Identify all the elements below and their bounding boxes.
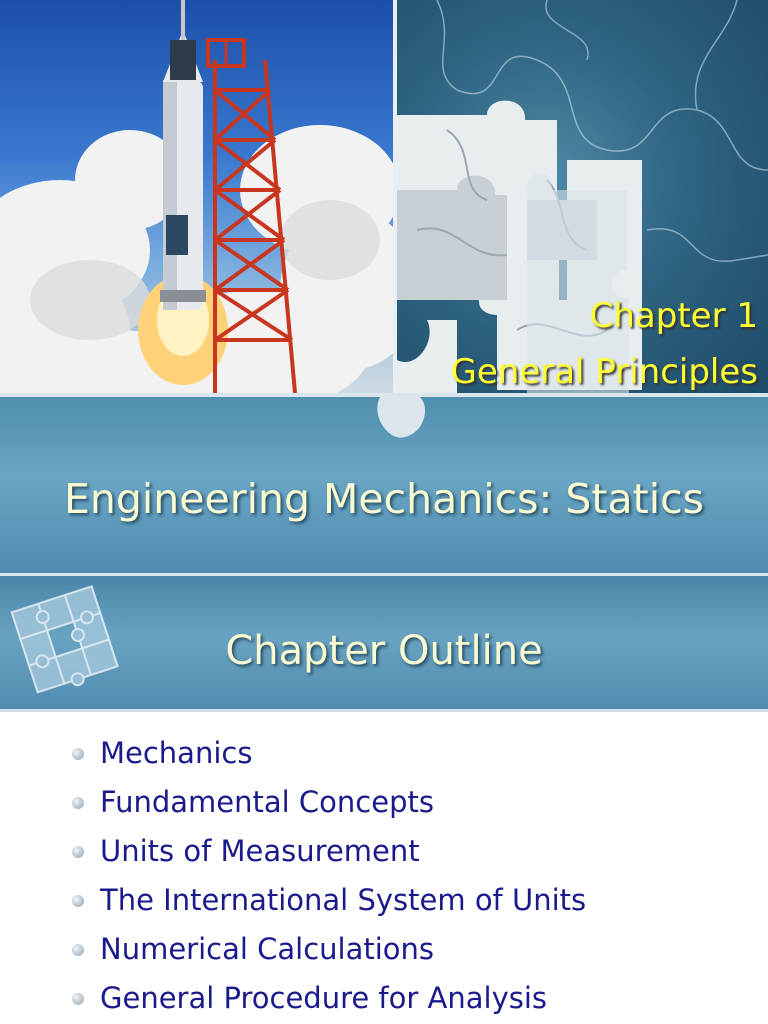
outline-list: [72, 729, 586, 1023]
bullet-icon: [72, 797, 84, 809]
bullet-icon: [72, 944, 84, 956]
rocket-launch-illustration: [0, 0, 393, 393]
list-item: [72, 729, 586, 778]
chapter-number: Chapter 1: [589, 296, 758, 336]
list-item-label: Fundamental Concepts: [100, 785, 434, 819]
list-item-label: General Procedure for Analysis: [100, 981, 548, 1015]
list-item: [72, 876, 586, 925]
list-item-label: Mechanics: [100, 736, 253, 770]
list-item-label: Numerical Calculations: [100, 932, 435, 966]
outline-title: Chapter Outline: [225, 628, 543, 674]
bullet-icon: [72, 846, 84, 858]
outline-header-band: [0, 573, 768, 712]
list-item: [72, 974, 586, 1023]
bullet-icon: [72, 895, 84, 907]
list-item: [72, 827, 586, 876]
bullet-icon: [72, 748, 84, 760]
list-item-label: Units of Measurement: [100, 834, 420, 868]
list-item: [72, 778, 586, 827]
list-item: [72, 925, 586, 974]
bullet-icon: [72, 993, 84, 1005]
rocket-launch-photo: [0, 0, 393, 393]
chapter-name: General Principles: [450, 352, 758, 392]
divider: [0, 709, 768, 712]
puzzle-pieces-graphic: [397, 0, 768, 396]
puzzle-illustration: [397, 0, 768, 396]
outline-slide: [0, 573, 768, 1024]
list-item-label: The International System of Units: [100, 883, 587, 917]
book-title: Engineering Mechanics: Statics: [63, 475, 704, 523]
